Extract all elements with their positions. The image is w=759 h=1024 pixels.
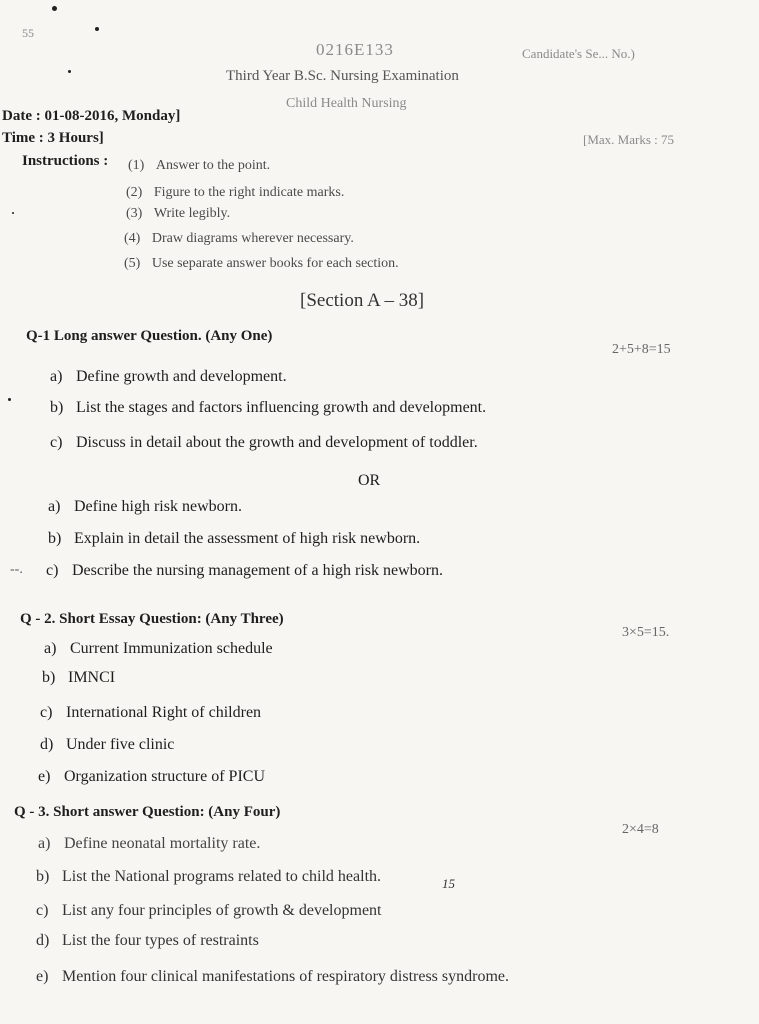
instructions-label: Instructions : [22,153,109,169]
q3-part [38,835,260,853]
subject-title: Child Health Nursing [286,96,407,111]
q2-title: Q - 2. Short Essay Question: (Any Three) [20,611,284,627]
q3-marks: 2×4=8 [622,822,659,837]
candidate-seat-label: Candidate's Se... No.) [522,46,635,61]
instruction-number: (4) [124,231,141,246]
instruction-text: Use separate answer books for each section. [151,256,399,271]
instruction-number: (2) [126,185,143,200]
q2-part [38,768,265,786]
instruction-text: Answer to the point. [155,158,271,173]
part-label: e) [38,768,51,785]
q2-marks: 3×5=15. [622,625,670,640]
instruction-text: Figure to the right indicate marks. [153,185,345,200]
q3-part [36,932,259,950]
scan-speck [12,212,14,214]
margin-mark: --. [10,562,23,577]
instruction-item [124,256,399,272]
part-text: Organization structure of PICU [64,768,265,785]
corner-note: 55 [22,26,34,40]
q2-part [40,704,261,722]
part-label: c) [40,704,53,721]
part-label: a) [50,368,63,385]
scan-speck [8,398,11,401]
instruction-item [126,185,344,201]
part-label: a) [44,640,57,657]
q1-part [48,498,242,516]
paper-code: 0216E133 [316,40,394,59]
q3-part [36,902,381,920]
part-label: d) [36,932,50,949]
part-label: b) [48,530,62,547]
instruction-item [128,158,270,174]
part-label: a) [38,835,51,852]
part-label: c) [46,562,59,579]
exam-title: Third Year B.Sc. Nursing Examination [226,68,459,84]
part-text: Mention four clinical manifestations of respiratory distress syndrome. [62,968,510,985]
part-text: Define neonatal mortality rate. [64,835,261,852]
scan-speck [68,70,71,73]
exam-date: Date : 01-08-2016, Monday] [2,108,181,124]
q3-part [36,968,509,986]
instruction-number: (1) [128,158,145,173]
q1-title: Q-1 Long answer Question. (Any One) [26,328,273,344]
part-text: Define growth and development. [76,368,287,385]
part-text: Describe the nursing management of a high risk newborn. [72,562,444,579]
handwritten-note: 15 [442,876,455,891]
q1-part [48,530,420,548]
q2-part [44,640,273,658]
part-label: a) [48,498,61,515]
part-label: b) [42,669,56,686]
instruction-number: (3) [126,206,143,221]
part-text: Explain in detail the assessment of high risk newborn. [74,530,421,547]
part-label: e) [36,968,49,985]
part-text: International Right of children [66,704,262,721]
q2-part [40,736,174,754]
part-text: Current Immunization schedule [70,640,273,657]
part-label: c) [50,434,63,451]
part-text: Under five clinic [66,736,175,753]
instruction-number: (5) [124,256,141,271]
part-text: List the stages and factors influencing growth and development. [76,399,487,416]
q1-part [50,434,478,452]
part-text: Define high risk newborn. [74,498,242,515]
instruction-text: Draw diagrams wherever necessary. [151,231,354,246]
part-text: List any four principles of growth & development [62,902,382,919]
part-label: d) [40,736,54,753]
or-divider: OR [358,472,381,489]
instruction-item [126,206,230,222]
part-label: b) [50,399,64,416]
scan-speck [95,27,99,31]
section-title: [Section A – 38] [300,290,425,311]
part-text: IMNCI [68,669,116,686]
part-label: b) [36,868,50,885]
scan-speck [52,6,57,11]
q3-title: Q - 3. Short answer Question: (Any Four) [14,804,281,820]
instruction-item [124,231,354,247]
q2-part [42,669,115,687]
part-label: c) [36,902,49,919]
q1-part [50,368,287,386]
exam-time: Time : 3 Hours] [2,130,104,146]
part-text: List the four types of restraints [62,932,259,949]
part-text: List the National programs related to child health. [62,868,382,885]
q1-marks: 2+5+8=15 [612,342,671,357]
q1-part [50,399,486,417]
part-text: Discuss in detail about the growth and development of toddler. [76,434,478,451]
q3-part [36,868,381,886]
q1-part [46,562,443,580]
instruction-text: Write legibly. [153,206,231,221]
max-marks: [Max. Marks : 75 [583,132,674,147]
